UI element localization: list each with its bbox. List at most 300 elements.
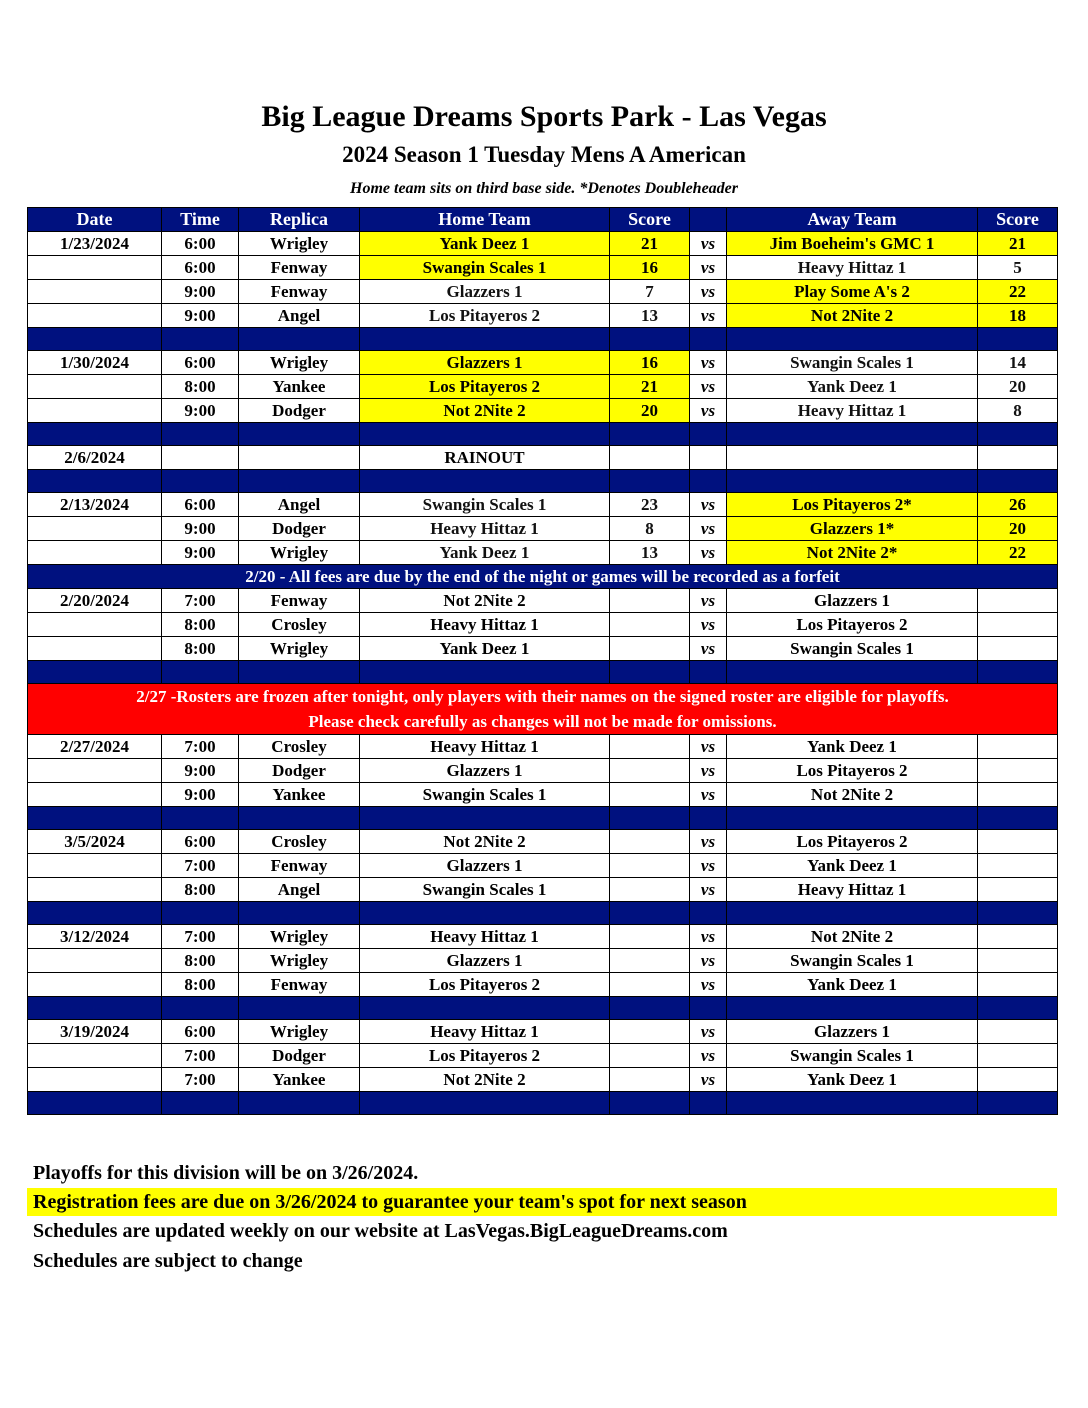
game-row (28, 399, 1058, 423)
separator-cell (978, 902, 1058, 925)
separator-cell (28, 902, 162, 925)
change-note: Schedules are subject to change (33, 1250, 303, 1272)
game-row (28, 280, 1058, 304)
separator-cell (239, 902, 360, 925)
game-row (28, 375, 1058, 399)
home-score (610, 637, 690, 661)
separator-cell (28, 423, 162, 446)
home-score: 16 (610, 351, 690, 375)
game-row (28, 351, 1058, 375)
game-time: 6:00 (162, 232, 239, 256)
col-header-date: Date (28, 208, 162, 232)
game-replica: Yankee (239, 783, 360, 807)
separator-cell (610, 807, 690, 830)
home-score (610, 759, 690, 783)
game-row (28, 830, 1058, 854)
game-date (28, 375, 162, 399)
game-replica: Wrigley (239, 351, 360, 375)
away-team: Heavy Hittaz 1 (727, 399, 978, 423)
vs-label: vs (690, 1044, 727, 1068)
game-replica: Wrigley (239, 1020, 360, 1044)
home-score: 20 (610, 399, 690, 423)
game-replica: Wrigley (239, 925, 360, 949)
home-score (610, 1020, 690, 1044)
schedule-table (27, 207, 1058, 1115)
home-team: Glazzers 1 (360, 949, 610, 973)
separator-cell (162, 470, 239, 493)
vs-label: vs (690, 878, 727, 902)
game-date (28, 854, 162, 878)
game-time: 9:00 (162, 517, 239, 541)
away-team: Heavy Hittaz 1 (727, 256, 978, 280)
home-team: Heavy Hittaz 1 (360, 517, 610, 541)
separator-cell (610, 1092, 690, 1115)
game-time: 6:00 (162, 1020, 239, 1044)
away-team: Los Pitayeros 2* (727, 493, 978, 517)
col-header-vs (690, 208, 727, 232)
game-replica: Wrigley (239, 232, 360, 256)
separator-cell (610, 902, 690, 925)
separator-cell (239, 1092, 360, 1115)
away-team: Heavy Hittaz 1 (727, 878, 978, 902)
home-team: Los Pitayeros 2 (360, 973, 610, 997)
vs-label: vs (690, 399, 727, 423)
separator-cell (978, 807, 1058, 830)
away-score (978, 735, 1058, 759)
away-team: Yank Deez 1 (727, 973, 978, 997)
col-header-away-team: Away Team (727, 208, 978, 232)
game-replica: Dodger (239, 759, 360, 783)
game-time: 8:00 (162, 637, 239, 661)
home-team: Heavy Hittaz 1 (360, 735, 610, 759)
website-note: Schedules are updated weekly on our website at LasVegas.BigLeagueDreams.com (33, 1220, 728, 1242)
separator-row (28, 423, 1058, 446)
separator-row (28, 328, 1058, 351)
home-team: Not 2Nite 2 (360, 399, 610, 423)
separator-row (28, 902, 1058, 925)
game-date: 3/19/2024 (28, 1020, 162, 1044)
home-team: Swangin Scales 1 (360, 878, 610, 902)
game-time: 9:00 (162, 399, 239, 423)
vs-label: vs (690, 783, 727, 807)
game-replica: Crosley (239, 830, 360, 854)
separator-cell (162, 807, 239, 830)
game-time: 6:00 (162, 493, 239, 517)
game-row (28, 949, 1058, 973)
game-time: 8:00 (162, 878, 239, 902)
home-score (610, 783, 690, 807)
away-score (978, 949, 1058, 973)
playoffs-note: Playoffs for this division will be on 3/26/2024. (33, 1162, 419, 1184)
vs-label: vs (690, 735, 727, 759)
game-date: 2/20/2024 (28, 589, 162, 613)
separator-row (28, 997, 1058, 1020)
game-replica: Angel (239, 878, 360, 902)
away-score: 18 (978, 304, 1058, 328)
vs-label: vs (690, 351, 727, 375)
game-date (28, 256, 162, 280)
game-replica: Yankee (239, 375, 360, 399)
separator-cell (360, 661, 610, 684)
game-time: 7:00 (162, 735, 239, 759)
home-team: Swangin Scales 1 (360, 783, 610, 807)
away-team: Glazzers 1 (727, 589, 978, 613)
game-row (28, 1068, 1058, 1092)
vs-label: vs (690, 493, 727, 517)
vs-label: vs (690, 589, 727, 613)
empty-cell (610, 446, 690, 470)
empty-cell (239, 446, 360, 470)
game-row (28, 1020, 1058, 1044)
game-time: 9:00 (162, 304, 239, 328)
vs-label: vs (690, 280, 727, 304)
separator-cell (28, 328, 162, 351)
home-team: Not 2Nite 2 (360, 1068, 610, 1092)
game-row (28, 973, 1058, 997)
separator-cell (360, 1092, 610, 1115)
separator-cell (727, 807, 978, 830)
away-score (978, 759, 1058, 783)
home-team: Los Pitayeros 2 (360, 375, 610, 399)
home-team: Not 2Nite 2 (360, 830, 610, 854)
roster-alert-line-2: Please check carefully as changes will not be made for omissions. (308, 712, 777, 731)
home-score: 16 (610, 256, 690, 280)
vs-label: vs (690, 854, 727, 878)
separator-cell (690, 661, 727, 684)
roster-alert-row (28, 684, 1058, 735)
game-date (28, 304, 162, 328)
home-score (610, 973, 690, 997)
separator-cell (239, 328, 360, 351)
game-row (28, 517, 1058, 541)
away-score: 5 (978, 256, 1058, 280)
separator-cell (978, 423, 1058, 446)
home-score: 7 (610, 280, 690, 304)
separator-cell (239, 997, 360, 1020)
game-date: 1/30/2024 (28, 351, 162, 375)
vs-label: vs (690, 925, 727, 949)
away-score: 20 (978, 517, 1058, 541)
separator-cell (239, 470, 360, 493)
home-score (610, 1068, 690, 1092)
separator-row (28, 1092, 1058, 1115)
away-score (978, 1020, 1058, 1044)
away-score (978, 925, 1058, 949)
separator-cell (28, 997, 162, 1020)
game-time: 7:00 (162, 1068, 239, 1092)
home-score (610, 1044, 690, 1068)
rainout-row (28, 446, 1058, 470)
away-score (978, 830, 1058, 854)
home-score: 8 (610, 517, 690, 541)
away-team: Swangin Scales 1 (727, 1044, 978, 1068)
game-replica: Angel (239, 493, 360, 517)
away-team: Not 2Nite 2 (727, 783, 978, 807)
separator-cell (727, 470, 978, 493)
game-time: 9:00 (162, 541, 239, 565)
away-score (978, 589, 1058, 613)
home-score (610, 613, 690, 637)
away-score (978, 783, 1058, 807)
game-row (28, 493, 1058, 517)
separator-cell (162, 997, 239, 1020)
home-score: 13 (610, 541, 690, 565)
separator-cell (610, 661, 690, 684)
separator-row (28, 661, 1058, 684)
game-replica: Yankee (239, 1068, 360, 1092)
away-team: Swangin Scales 1 (727, 351, 978, 375)
separator-cell (162, 423, 239, 446)
separator-cell (360, 997, 610, 1020)
game-date: 3/12/2024 (28, 925, 162, 949)
home-score (610, 925, 690, 949)
separator-cell (978, 661, 1058, 684)
away-team: Not 2Nite 2* (727, 541, 978, 565)
away-score: 21 (978, 232, 1058, 256)
separator-cell (690, 807, 727, 830)
game-replica: Crosley (239, 613, 360, 637)
separator-cell (28, 661, 162, 684)
vs-label: vs (690, 830, 727, 854)
game-time: 8:00 (162, 375, 239, 399)
away-team: Yank Deez 1 (727, 375, 978, 399)
home-team: Los Pitayeros 2 (360, 1044, 610, 1068)
game-row (28, 783, 1058, 807)
game-date (28, 637, 162, 661)
separator-cell (28, 470, 162, 493)
separator-cell (610, 470, 690, 493)
game-date: 3/5/2024 (28, 830, 162, 854)
away-team: Los Pitayeros 2 (727, 830, 978, 854)
away-team: Swangin Scales 1 (727, 949, 978, 973)
separator-cell (727, 423, 978, 446)
separator-cell (162, 661, 239, 684)
away-score: 26 (978, 493, 1058, 517)
home-score: 21 (610, 375, 690, 399)
separator-cell (239, 807, 360, 830)
vs-label: vs (690, 1068, 727, 1092)
game-time: 7:00 (162, 1044, 239, 1068)
notice-row (28, 565, 1058, 589)
col-header-replica: Replica (239, 208, 360, 232)
home-team: Not 2Nite 2 (360, 589, 610, 613)
away-score (978, 973, 1058, 997)
game-replica: Fenway (239, 589, 360, 613)
home-score (610, 949, 690, 973)
game-row (28, 589, 1058, 613)
home-team: Heavy Hittaz 1 (360, 925, 610, 949)
separator-cell (978, 997, 1058, 1020)
separator-row (28, 807, 1058, 830)
col-header-away-score: Score (978, 208, 1058, 232)
page-title: Big League Dreams Sports Park - Las Vegas (261, 100, 827, 133)
game-date (28, 517, 162, 541)
game-row (28, 1044, 1058, 1068)
game-date (28, 280, 162, 304)
separator-cell (690, 470, 727, 493)
game-replica: Dodger (239, 1044, 360, 1068)
separator-cell (360, 470, 610, 493)
game-time: 7:00 (162, 589, 239, 613)
game-date: 2/6/2024 (28, 446, 162, 470)
game-time: 9:00 (162, 759, 239, 783)
vs-label: vs (690, 541, 727, 565)
game-time: 6:00 (162, 256, 239, 280)
separator-cell (162, 328, 239, 351)
separator-cell (690, 423, 727, 446)
away-team: Swangin Scales 1 (727, 637, 978, 661)
game-time: 8:00 (162, 613, 239, 637)
separator-cell (727, 328, 978, 351)
away-team: Los Pitayeros 2 (727, 759, 978, 783)
game-row (28, 541, 1058, 565)
separator-cell (727, 661, 978, 684)
away-team: Play Some A's 2 (727, 280, 978, 304)
game-time: 8:00 (162, 949, 239, 973)
separator-cell (610, 423, 690, 446)
table-header-row (28, 208, 1058, 232)
separator-cell (690, 328, 727, 351)
away-score (978, 1068, 1058, 1092)
away-team: Yank Deez 1 (727, 854, 978, 878)
away-score (978, 1044, 1058, 1068)
home-team: Yank Deez 1 (360, 232, 610, 256)
home-score (610, 854, 690, 878)
game-row (28, 637, 1058, 661)
home-team: Los Pitayeros 2 (360, 304, 610, 328)
game-replica: Angel (239, 304, 360, 328)
separator-cell (28, 1092, 162, 1115)
home-team: Swangin Scales 1 (360, 493, 610, 517)
game-date: 2/27/2024 (28, 735, 162, 759)
game-time: 7:00 (162, 925, 239, 949)
separator-cell (239, 661, 360, 684)
vs-label: vs (690, 949, 727, 973)
game-date (28, 759, 162, 783)
away-team: Not 2Nite 2 (727, 925, 978, 949)
schedule-body (28, 208, 1058, 1115)
empty-cell (978, 446, 1058, 470)
vs-label: vs (690, 517, 727, 541)
roster-alert (28, 684, 1058, 735)
game-row (28, 735, 1058, 759)
game-replica: Crosley (239, 735, 360, 759)
game-time: 6:00 (162, 830, 239, 854)
home-score (610, 878, 690, 902)
home-team: Heavy Hittaz 1 (360, 613, 610, 637)
vs-label: vs (690, 232, 727, 256)
separator-cell (690, 902, 727, 925)
game-row (28, 878, 1058, 902)
away-score (978, 613, 1058, 637)
game-replica: Fenway (239, 854, 360, 878)
away-score (978, 854, 1058, 878)
away-team: Los Pitayeros 2 (727, 613, 978, 637)
game-replica: Fenway (239, 280, 360, 304)
separator-cell (360, 807, 610, 830)
vs-label: vs (690, 375, 727, 399)
vs-label: vs (690, 304, 727, 328)
separator-cell (610, 328, 690, 351)
separator-cell (360, 328, 610, 351)
home-score (610, 830, 690, 854)
game-date: 2/13/2024 (28, 493, 162, 517)
home-score: 21 (610, 232, 690, 256)
away-score (978, 637, 1058, 661)
schedule-note: Home team sits on third base side. *Denotes Doubleheader (350, 180, 738, 197)
away-score: 8 (978, 399, 1058, 423)
game-row (28, 232, 1058, 256)
game-row (28, 925, 1058, 949)
vs-label: vs (690, 256, 727, 280)
game-replica: Wrigley (239, 637, 360, 661)
separator-row (28, 470, 1058, 493)
home-score: 13 (610, 304, 690, 328)
away-team: Yank Deez 1 (727, 735, 978, 759)
home-team: Glazzers 1 (360, 351, 610, 375)
vs-label: vs (690, 1020, 727, 1044)
home-team: Glazzers 1 (360, 280, 610, 304)
separator-cell (690, 1092, 727, 1115)
away-score: 22 (978, 280, 1058, 304)
vs-label: vs (690, 759, 727, 783)
home-team: Yank Deez 1 (360, 541, 610, 565)
game-date (28, 949, 162, 973)
game-row (28, 854, 1058, 878)
away-team: Not 2Nite 2 (727, 304, 978, 328)
separator-cell (978, 1092, 1058, 1115)
page-subtitle: 2024 Season 1 Tuesday Mens A American (342, 142, 746, 167)
game-date (28, 973, 162, 997)
game-row (28, 304, 1058, 328)
separator-cell (727, 997, 978, 1020)
game-row (28, 256, 1058, 280)
home-score (610, 735, 690, 759)
col-header-time: Time (162, 208, 239, 232)
game-date (28, 541, 162, 565)
away-score (978, 878, 1058, 902)
home-team: Swangin Scales 1 (360, 256, 610, 280)
vs-label: vs (690, 973, 727, 997)
away-team: Jim Boeheim's GMC 1 (727, 232, 978, 256)
game-date (28, 399, 162, 423)
home-team: Yank Deez 1 (360, 637, 610, 661)
game-date (28, 878, 162, 902)
vs-label: vs (690, 637, 727, 661)
separator-cell (727, 1092, 978, 1115)
game-date (28, 783, 162, 807)
separator-cell (162, 1092, 239, 1115)
away-score: 20 (978, 375, 1058, 399)
separator-cell (360, 902, 610, 925)
separator-cell (360, 423, 610, 446)
away-score: 22 (978, 541, 1058, 565)
home-team: Heavy Hittaz 1 (360, 1020, 610, 1044)
game-replica: Dodger (239, 399, 360, 423)
empty-cell (727, 446, 978, 470)
away-team: Glazzers 1 (727, 1020, 978, 1044)
game-time: 7:00 (162, 854, 239, 878)
rainout-label: RAINOUT (360, 446, 610, 470)
registration-note: Registration fees are due on 3/26/2024 to guarantee your team's spot for next season (27, 1188, 1057, 1216)
game-time: 8:00 (162, 973, 239, 997)
separator-cell (978, 470, 1058, 493)
vs-label: vs (690, 613, 727, 637)
separator-cell (28, 807, 162, 830)
game-replica: Fenway (239, 256, 360, 280)
game-date: 1/23/2024 (28, 232, 162, 256)
separator-cell (239, 423, 360, 446)
